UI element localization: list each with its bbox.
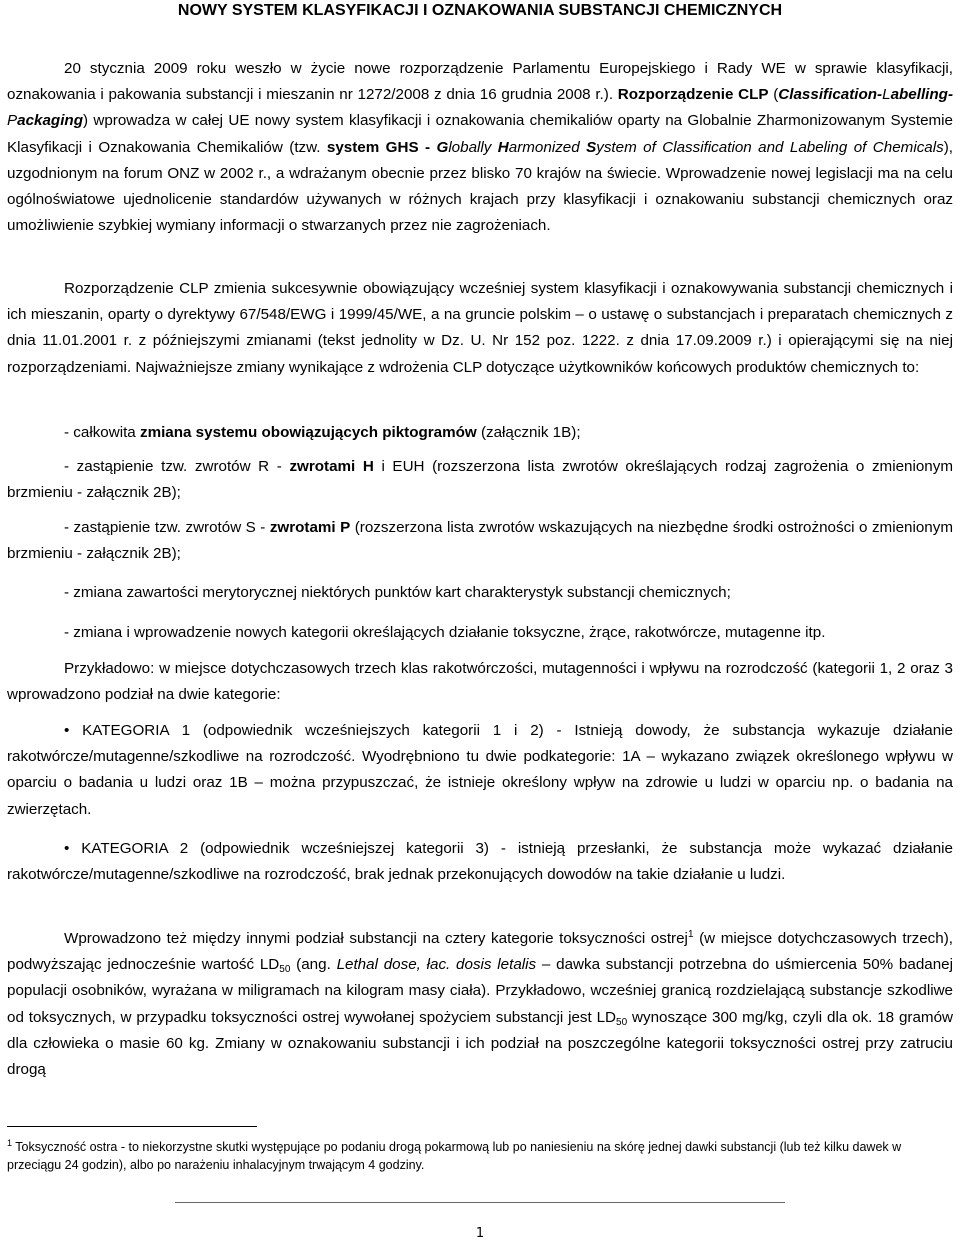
footnote-ref: 1 [687, 929, 694, 940]
list-item-new-categories: - zmiana i wprowadzenie nowych kategorii określających działanie toksyczne, żrące, rakotwórcze, mutagenne itp. [64, 624, 826, 641]
ghs-term: system GHS - [326, 138, 437, 156]
clp-changes-paragraph: Rozporządzenie CLP zmienia sukcesywnie obowiązujący wcześniej system klasyfikacji i oznakowywania substancji chemicznych i ich mieszanin, oparty o dyrektywy 67/548/EWG i 1999/45/WE, a na gruncie polskim – o ustawę o substancjach i preparatach chemicznych z dnia 11.01.2001 r. z późniejszymi zmianami (tekst jednolity w Dz. U. Nr 152 poz. 1222. z dnia 17.09.2009 r.) i opierającymi się na niej rozporządzeniami. Najważniejsze zmiany wynikające z wdrożenia CLP dotyczące użytkowników końcowych produktów chemicznych to: [7, 280, 953, 376]
footnote-text: Toksyczność ostra - to niekorzystne skutki występujące po podaniu drogą pokarmową lub po naniesieniu na skórę jednej dawki substancji (lub też kilku dawek w przeciągu 24 godzin), albo po narażeniu inhalacyjnym trwającym 4 godziny. [7, 1140, 902, 1172]
intro-text-1: 20 stycznia 2009 roku weszło w życie nowe rozporządzenie Parlamentu Europejskiego i Rady WE w sprawie klasyfikacji, oznakowania i pakowania substancji i mieszanin nr 1272/2008 z dnia 16 grudnia 2008 r.). [7, 60, 953, 104]
intro-text-2: Wprowadzenie nowej legislacji ma na celu ogólnoświatowe ujednolicenie standardów używanych w różnych krajach przy klasyfikacji i oznakowaniu substancji chemicznych oraz umożliwienie szybkiej wymiany informacji o stwarzanych przez nie zagrożeniach. [7, 164, 954, 235]
list-item-p-phrases: - zastąpienie tzw. zwrotów S - zwrotami P (rozszerzona lista zwrotów wskazujących na niezbędne środki ostrożności o zmienionym brzmieniu - załącznik 2B); [7, 519, 953, 563]
category-2-item: • KATEGORIA 2 (odpowiednik wcześniejszej kategorii 3) - istnieją przesłanki, że substancja może wykazać działanie rakotwórcze/mutagenne/szkodliwe na rozrodczość, brak jednak przekonujących dowodów na takie działanie u ludzi. [7, 840, 953, 884]
intro-paragraph: 20 stycznia 2009 roku weszło w życie nowe rozporządzenie Parlamentu Europejskiego i Rady WE w sprawie klasyfikacji, oznakowania i pakowania substancji i mieszanin nr 1272/2008 z dnia 16 grudnia 2008 r.). Rozporządzenie CLP (Classification-Labelling-Packaging) wprowadza w całej UE nowy system klasyfikacji i oznakowania chemikaliów oparty na Globalnie Zharmonizowanym Systemie Klasyfikacji i Oznakowania Chemikaliów (tzw. system GHS - Globally Harmonized System of Classification and Labeling of Chemicals), uzgodnionym na forum ONZ w 2002 r., a wdrażanym obecnie przez blisko 70 krajów na świecie. Wprowadzenie nowej legislacji ma na celu ogólnoświatowe ujednolicenie standardów używanych w różnych krajach przy klasyfikacji i oznakowaniu substancji chemicznych oraz umożliwienie szybkiej wymiany informacji o stwarzanych przez nie zagrożeniach. [7, 60, 954, 235]
ghs-expansion: Globally Harmonized System of Classification and Labeling of Chemicals [436, 138, 944, 156]
example-paragraph: Przykładowo: w miejsce dotychczasowych trzech klas rakotwórczości, mutagenności i wpływu na rozrodczość (kategorii 1, 2 oraz 3 wprowadzono podział na dwie kategorie: [7, 660, 953, 704]
document-title: NOWY SYSTEM KLASYFIKACJI I OZNAKOWANIA SUBSTANCJI CHEMICZNYCH [177, 2, 783, 19]
category-1-item: • KATEGORIA 1 (odpowiednik wcześniejszych kategorii 1 i 2) - Istnieją dowody, że substancja wykazuje działanie rakotwórcze/mutagenne/szkodliwe na rozrodczość. Wyodrębniono tu dwie podkategorie: 1A – wykazano związek określonego wpływu w oparciu o badania u ludzi oraz 1B – można przypuszczać, że istnieje określony wpływ na zdrowie u ludzi w oparciu np. o badania na zwierzętach. [7, 722, 953, 818]
footnote-number: 1 [7, 1138, 13, 1148]
page-bottom-rule [175, 1202, 785, 1203]
clp-term: Rozporządzenie CLP [617, 86, 769, 104]
acute-toxicity-paragraph: Wprowadzono też między innymi podział substancji na cztery kategorie toksyczności ostrej$^1$ (w miejsce dotychczasowych trzech), podwyższając jednocześnie wartość $LD_{50}$ (ang. Lethal dose, łac. dosis letalis – dawka substancji potrzebna do uśmiercenia 50% badanej populacji osobników, wyrażana w miligramach na kilogram masy ciała). Przykładowo, wcześniej granicą rozdzielającą substancje szkodliwe od toksycznych, w przypadku toksyczności ostrej wywołanej spożyciem substancji jest $LD_{50}$ wynoszące 300 mg/kg, czyli dla ok. 18 gramów dla człowieka o masie 60 kg. Zmiany w oznakowaniu substancji i ich podział na poszczególne kategorii toksyczności ostrej przy zatruciu drogą [7, 929, 953, 1079]
list-item-safety-sheets: - zmiana zawartości merytorycznej niektórych punktów kart charakterystyk substancji chemicznych; [64, 584, 731, 601]
page-number: 1 [475, 1226, 485, 1241]
clp-expansion: Classification-Labelling-Packaging [7, 86, 954, 130]
list-item-h-phrases: - zastąpienie tzw. zwrotów R - zwrotami H i EUH (rozszerzona lista zwrotów określających rodzaj zagrożenia o zmienionym brzmieniu - załącznik 2B); [7, 458, 953, 502]
list-item-pictograms: - całkowita zmiana systemu obowiązujących piktogramów (załącznik 1B); [64, 424, 581, 441]
footnote-separator [7, 1126, 257, 1127]
footnote [7, 1138, 937, 1174]
